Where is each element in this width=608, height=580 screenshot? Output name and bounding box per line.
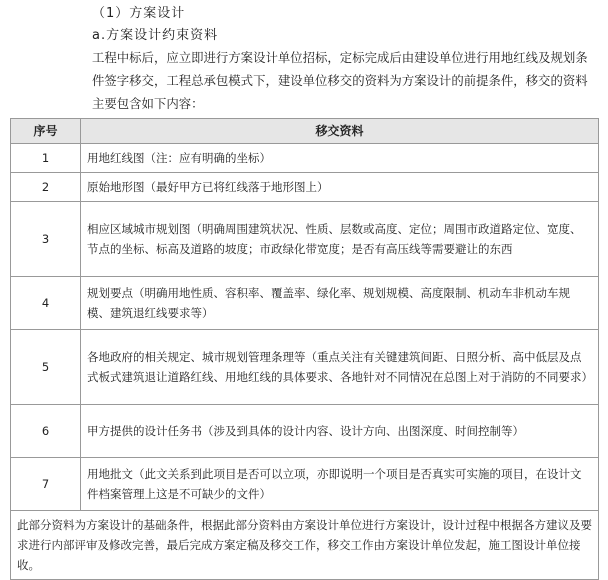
table-row xyxy=(11,173,599,202)
row-content: 甲方提供的设计任务书（涉及到具体的设计内容、设计方向、出图深度、时间控制等） xyxy=(81,405,599,458)
row-index: 7 xyxy=(11,458,81,511)
table-row xyxy=(11,458,599,511)
row-content: 各地政府的相关规定、城市规划管理条理等（重点关注有关键建筑间距、日照分析、高中低层及点式板式建筑退让道路红线、用地红线的具体要求、各地针对不同情况在总图上对于消防的不同要求） xyxy=(81,330,599,405)
table-footer-row xyxy=(11,511,599,580)
section-heading: （1）方案设计 xyxy=(92,6,186,21)
intro-paragraph: 工程中标后，应立即进行方案设计单位招标，定标完成后由建设单位进行用地红线及规划条件签字移交，工程总承包模式下，建设单位移交的资料为方案设计的前提条件，移交的资料主要包含如下内容： xyxy=(92,50,588,111)
section-subheading: a.方案设计约束资料 xyxy=(92,28,219,43)
table-row xyxy=(11,202,599,277)
row-content: 原始地形图（最好甲方已将红线落于地形图上） xyxy=(81,173,599,202)
row-content: 用地批文（此文关系到此项目是否可以立项，亦即说明一个项目是否真实可实施的项目，在设计文件档案管理上这是不可缺少的文件） xyxy=(81,458,599,511)
row-index: 6 xyxy=(11,405,81,458)
row-content: 规划要点（明确用地性质、容积率、覆盖率、绿化率、规划规模、高度限制、机动车非机动车规模、建筑退红线要求等） xyxy=(81,277,599,330)
table-row xyxy=(11,330,599,405)
row-index: 5 xyxy=(11,330,81,405)
row-index: 1 xyxy=(11,144,81,173)
col-content-header: 移交资料 xyxy=(81,119,599,144)
row-index: 4 xyxy=(11,277,81,330)
row-index: 2 xyxy=(11,173,81,202)
table-row xyxy=(11,405,599,458)
row-index: 3 xyxy=(11,202,81,277)
row-content: 相应区域城市规划图（明确周围建筑状况、性质、层数或高度、定位；周围市政道路定位、宽度、节点的坐标、标高及道路的坡度；市政绿化带宽度；是否有高压线等需要避让的东西 xyxy=(81,202,599,277)
row-content: 用地红线图（注：应有明确的坐标） xyxy=(81,144,599,173)
col-index-header: 序号 xyxy=(11,119,81,144)
table-footer-note: 此部分资料为方案设计的基础条件，根据此部分资料由方案设计单位进行方案设计，设计过程中根据各方建议及要求进行内部评审及修改完善，最后完成方案定稿及移交工作，移交工作由方案设计单位发起，施工图设计单位接收。 xyxy=(11,511,599,580)
table-row xyxy=(11,277,599,330)
handover-table xyxy=(10,118,599,580)
table-header-row xyxy=(11,119,599,144)
table-row xyxy=(11,144,599,173)
